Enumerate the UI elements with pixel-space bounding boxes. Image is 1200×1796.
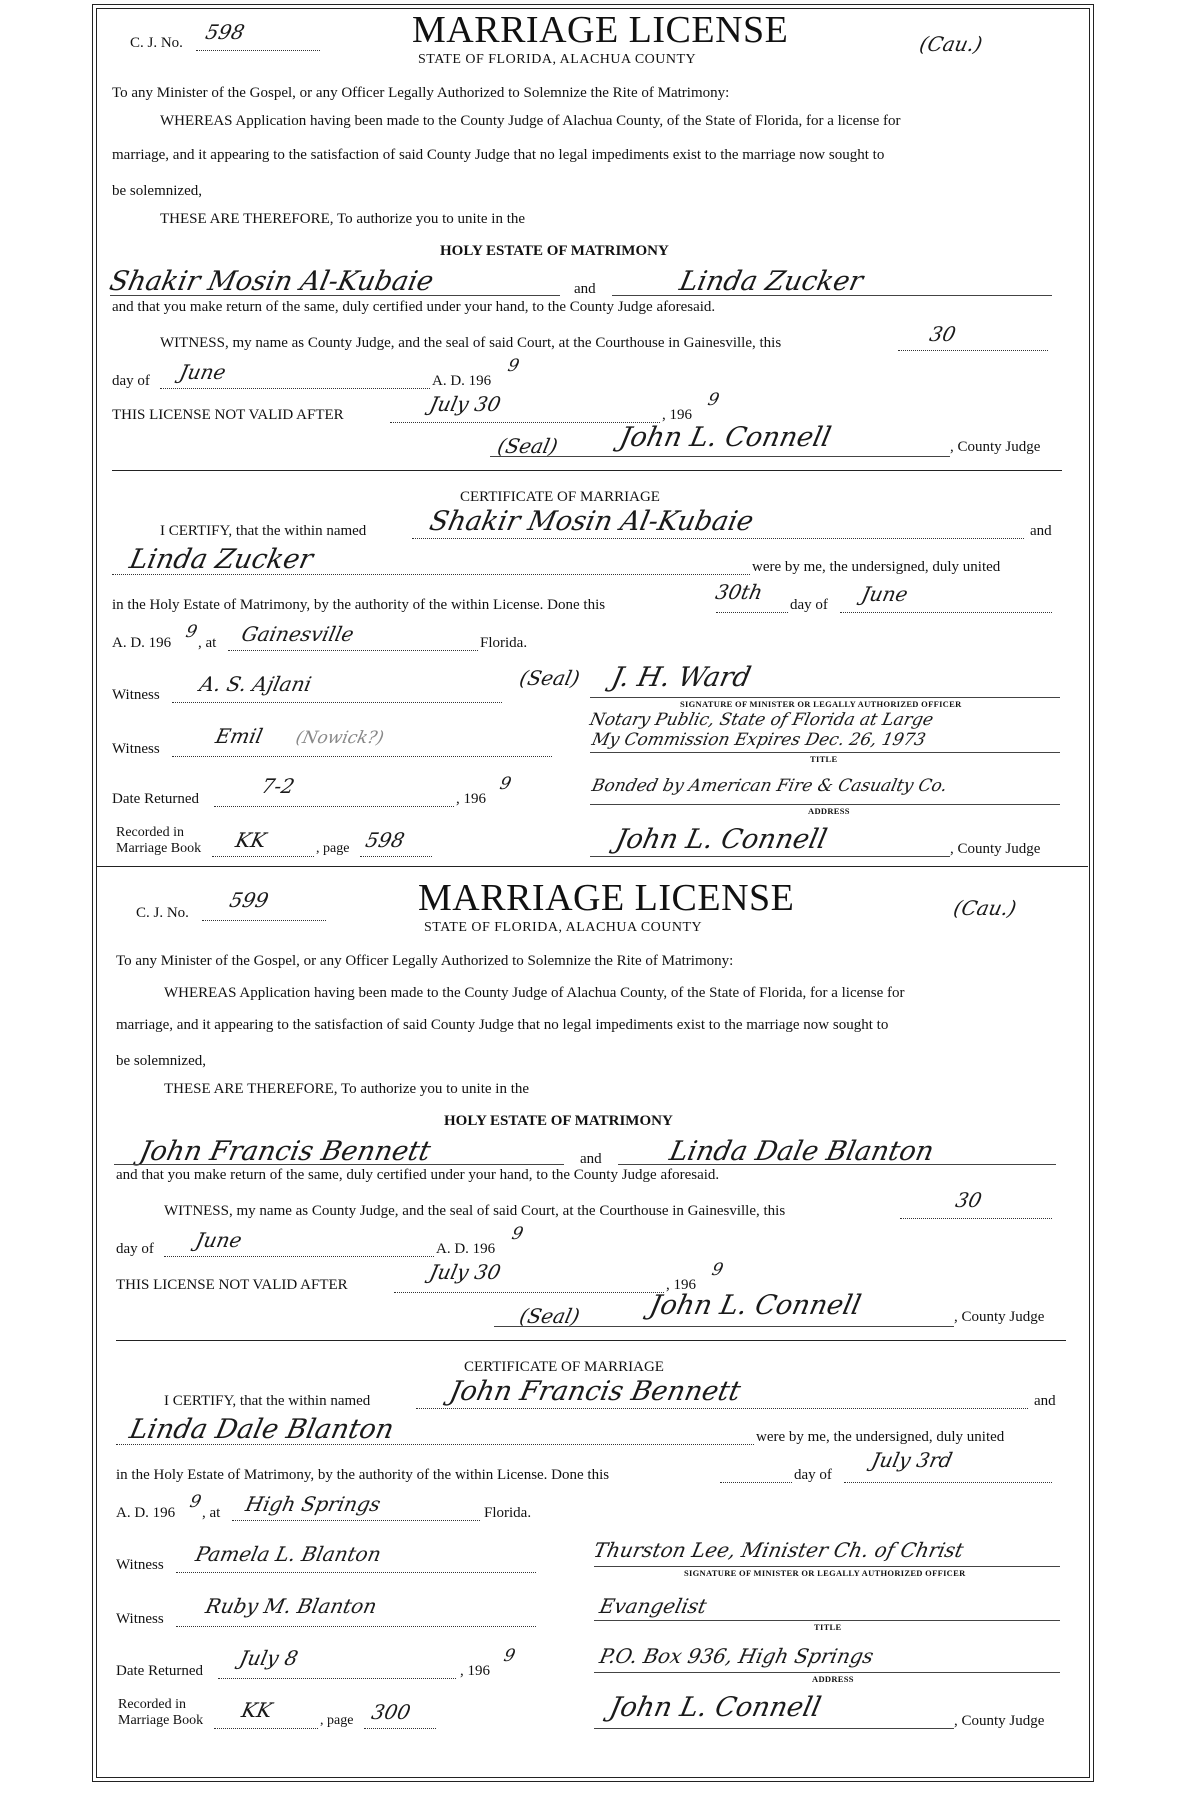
holy-estate-heading: HOLY ESTATE OF MATRIMONY bbox=[440, 243, 669, 259]
witness-1-seal: (Seal) bbox=[517, 666, 583, 690]
ad-label: A. D. 196 bbox=[432, 373, 492, 389]
officer-title: Evangelist bbox=[597, 1594, 709, 1618]
day-no-line bbox=[900, 1218, 1052, 1219]
judge-signature: John L. Connell bbox=[612, 824, 830, 855]
page-number: 300 bbox=[369, 1700, 413, 1724]
officer-signature: Thurston Lee, Minister Ch. of Christ bbox=[591, 1538, 966, 1562]
day-of-label: day of bbox=[116, 1241, 154, 1257]
holy-label: in the Holy Estate of Matrimony, by the authority of the within License. Done this bbox=[112, 597, 606, 613]
cj-no-line bbox=[202, 920, 326, 921]
at-label: , at bbox=[202, 1505, 221, 1521]
bride-name: Linda Zucker bbox=[126, 544, 316, 575]
month: June bbox=[177, 360, 229, 384]
judge-signature-line bbox=[490, 456, 950, 457]
witness-line: WITNESS, my name as County Judge, and the seal of said Court, at the Courthouse in Gainesville, this bbox=[160, 335, 782, 351]
bride-name: Linda Dale Blanton bbox=[666, 1136, 937, 1167]
groom-line bbox=[110, 295, 560, 296]
address-line: To any Minister of the Gospel, or any Officer Legally Authorized to Solemnize the Rite of Matrimony: bbox=[112, 85, 730, 101]
cj-number: 599 bbox=[227, 888, 271, 912]
day-number: 30 bbox=[927, 322, 959, 346]
corner-note: (Cau.) bbox=[951, 896, 1019, 920]
place-line bbox=[232, 1520, 480, 1521]
marriage-book-label: Marriage Book bbox=[118, 1713, 204, 1728]
county-judge-label: , County Judge bbox=[950, 439, 1041, 455]
return-line: and that you make return of the same, duly certified under your hand, to the County Judge aforesaid. bbox=[112, 299, 716, 315]
not-valid-year-digit: 9 bbox=[709, 1260, 726, 1280]
judge-signature: John L. Connell bbox=[646, 1290, 864, 1321]
month: June bbox=[193, 1228, 245, 1252]
address-caption: ADDRESS bbox=[812, 1674, 854, 1684]
recorded-in-label: Recorded in bbox=[118, 1697, 187, 1712]
done-month: July 3rd bbox=[869, 1448, 955, 1472]
title-caption: TITLE bbox=[814, 1622, 842, 1632]
officer-signature-line bbox=[594, 1566, 1060, 1567]
holy-estate-heading: HOLY ESTATE OF MATRIMONY bbox=[444, 1113, 673, 1129]
license-subtitle: STATE OF FLORIDA, ALACHUA COUNTY bbox=[418, 52, 697, 67]
florida-label: Florida. bbox=[480, 635, 528, 651]
page-line bbox=[364, 1728, 436, 1729]
judge-signature-line bbox=[494, 1326, 954, 1327]
date-returned-label: Date Returned bbox=[112, 791, 200, 807]
groom-name: Shakir Mosin Al-Kubaie bbox=[106, 266, 437, 297]
page-number: 598 bbox=[363, 828, 407, 852]
license-title: MARRIAGE LICENSE bbox=[412, 9, 789, 51]
groom-name: John Francis Bennett bbox=[136, 1136, 434, 1167]
whereas-line-2: marriage, and it appearing to the satisfaction of said County Judge that no legal impediments exist to the marriage now sought to bbox=[112, 147, 885, 163]
witness-2-signature: Emil bbox=[213, 724, 265, 748]
certificate-title: CERTIFICATE OF MARRIAGE bbox=[464, 1359, 664, 1375]
and-label: and bbox=[1030, 523, 1052, 539]
cj-no-line bbox=[196, 50, 320, 51]
groom-name: John Francis Bennett bbox=[446, 1376, 744, 1407]
officer-caption: SIGNATURE OF MINISTER OR LEGALLY AUTHORIZED OFFICER bbox=[684, 1568, 966, 1578]
county-judge-label: , County Judge bbox=[950, 841, 1041, 857]
officer-caption: SIGNATURE OF MINISTER OR LEGALLY AUTHORIZED OFFICER bbox=[680, 699, 962, 709]
witness-1-signature: A. S. Ajlani bbox=[197, 672, 314, 696]
address-caption: ADDRESS bbox=[808, 806, 850, 816]
county-judge-label: , County Judge bbox=[954, 1309, 1045, 1325]
ad-label: A. D. 196 bbox=[116, 1505, 176, 1521]
bride-name: Linda Dale Blanton bbox=[126, 1414, 397, 1445]
witness-2-label: Witness bbox=[116, 1611, 164, 1627]
done-day: 30th bbox=[713, 580, 765, 604]
and-label: and bbox=[574, 281, 596, 297]
date-returned-line bbox=[218, 1678, 456, 1679]
address: P.O. Box 936, High Springs bbox=[597, 1644, 876, 1668]
address-line bbox=[594, 1672, 1060, 1673]
groom-line bbox=[412, 538, 1024, 539]
were-label: were by me, the undersigned, duly united bbox=[756, 1429, 1005, 1445]
not-valid-date: July 30 bbox=[427, 392, 503, 416]
and-label: and bbox=[580, 1151, 602, 1167]
date-returned-line bbox=[214, 806, 454, 807]
whereas-line-3: be solemnized, bbox=[112, 183, 202, 199]
day-no-line bbox=[898, 350, 1048, 351]
were-label: were by me, the undersigned, duly united bbox=[752, 559, 1001, 575]
done-month-line bbox=[840, 612, 1052, 613]
place: Gainesville bbox=[239, 622, 357, 646]
not-valid-label: THIS LICENSE NOT VALID AFTER bbox=[116, 1277, 348, 1293]
judge-signature-line bbox=[594, 1728, 954, 1729]
officer-title-line bbox=[594, 1620, 1060, 1621]
at-label: , at bbox=[198, 635, 217, 651]
seal-mark: (Seal) bbox=[517, 1304, 583, 1328]
ad-label: A. D. 196 bbox=[436, 1241, 496, 1257]
returned-year-label: , 196 bbox=[460, 1663, 490, 1679]
section-divider bbox=[116, 1340, 1066, 1341]
corner-note: (Cau.) bbox=[917, 32, 985, 56]
marriage-book-label: Marriage Book bbox=[116, 841, 202, 856]
florida-label: Florida. bbox=[484, 1505, 532, 1521]
whereas-line-2: marriage, and it appearing to the satisfaction of said County Judge that no legal impediments exist to the marriage now sought to bbox=[116, 1017, 889, 1033]
ad-digit: 9 bbox=[183, 622, 200, 642]
month-line bbox=[160, 388, 430, 389]
cj-label: C. J. No. bbox=[136, 905, 189, 921]
book-line bbox=[212, 856, 314, 857]
page-split-line bbox=[96, 866, 1088, 867]
returned-year-digit: 9 bbox=[501, 1646, 518, 1666]
day-of-label: day of bbox=[112, 373, 150, 389]
done-day-line bbox=[720, 1482, 792, 1483]
groom-line bbox=[114, 1164, 564, 1165]
page-label: , page bbox=[320, 1713, 354, 1728]
license-subtitle: STATE OF FLORIDA, ALACHUA COUNTY bbox=[424, 920, 703, 935]
whereas-line-1: WHEREAS Application having been made to the County Judge of Alachua County, of the State of Florida, for a license for bbox=[164, 985, 905, 1001]
witness-1-label: Witness bbox=[116, 1557, 164, 1573]
day-of-label: day of bbox=[790, 597, 828, 613]
officer-title-line bbox=[590, 752, 1060, 753]
book: KK bbox=[233, 828, 269, 852]
year-digit: 9 bbox=[509, 1224, 526, 1244]
witness-2-line bbox=[176, 1626, 536, 1627]
therefore-line: THESE ARE THEREFORE, To authorize you to unite in the bbox=[160, 211, 526, 227]
groom-name: Shakir Mosin Al-Kubaie bbox=[426, 506, 757, 537]
witness-1-label: Witness bbox=[112, 687, 160, 703]
address-line bbox=[590, 804, 1060, 805]
witness-1-line bbox=[176, 1572, 536, 1573]
address-line: To any Minister of the Gospel, or any Officer Legally Authorized to Solemnize the Rite of Matrimony: bbox=[116, 953, 734, 969]
day-number: 30 bbox=[953, 1188, 985, 1212]
bride-line bbox=[618, 1164, 1056, 1165]
date-returned: 7-2 bbox=[259, 774, 297, 798]
returned-year-label: , 196 bbox=[456, 791, 486, 807]
not-valid-year-digit: 9 bbox=[705, 390, 722, 410]
witness-line: WITNESS, my name as County Judge, and the seal of said Court, at the Courthouse in Gainesville, this bbox=[164, 1203, 786, 1219]
witness-1-signature: Pamela L. Blanton bbox=[193, 1542, 384, 1566]
bride-line bbox=[612, 295, 1052, 296]
day-of-label: day of bbox=[794, 1467, 832, 1483]
ad-label: A. D. 196 bbox=[112, 635, 172, 651]
witness-2-line bbox=[172, 756, 552, 757]
judge-signature: John L. Connell bbox=[606, 1692, 824, 1723]
groom-line bbox=[416, 1408, 1028, 1409]
not-valid-label: THIS LICENSE NOT VALID AFTER bbox=[112, 407, 344, 423]
witness-2-note: (Nowick?) bbox=[293, 728, 386, 748]
page-line bbox=[360, 856, 432, 857]
officer-title-2: My Commission Expires Dec. 26, 1973 bbox=[589, 730, 928, 750]
book-line bbox=[214, 1728, 318, 1729]
done-month: June bbox=[859, 582, 911, 606]
return-line: and that you make return of the same, duly certified under your hand, to the County Judge aforesaid. bbox=[116, 1167, 720, 1183]
officer-title-1: Notary Public, State of Florida at Large bbox=[587, 710, 936, 730]
not-valid-date-line bbox=[394, 1292, 664, 1293]
section-divider bbox=[112, 470, 1062, 471]
witness-1-line bbox=[172, 702, 502, 703]
license-title: MARRIAGE LICENSE bbox=[418, 877, 795, 919]
witness-2-signature: Ruby M. Blanton bbox=[203, 1594, 380, 1618]
ad-digit: 9 bbox=[187, 1492, 204, 1512]
witness-2-label: Witness bbox=[112, 741, 160, 757]
whereas-line-1: WHEREAS Application having been made to the County Judge of Alachua County, of the State of Florida, for a license for bbox=[160, 113, 901, 129]
returned-year-digit: 9 bbox=[497, 774, 514, 794]
county-judge-label: , County Judge bbox=[954, 1713, 1045, 1729]
done-month-line bbox=[844, 1482, 1052, 1483]
judge-signature-line bbox=[590, 856, 950, 857]
therefore-line: THESE ARE THEREFORE, To authorize you to unite in the bbox=[164, 1081, 530, 1097]
year-digit: 9 bbox=[505, 356, 522, 376]
officer-signature: J. H. Ward bbox=[608, 662, 754, 693]
bride-name: Linda Zucker bbox=[676, 266, 866, 297]
certify-label: I CERTIFY, that the within named bbox=[160, 523, 367, 539]
certificate-title: CERTIFICATE OF MARRIAGE bbox=[460, 489, 660, 505]
recorded-in-label: Recorded in bbox=[116, 825, 185, 840]
address: Bonded by American Fire & Casualty Co. bbox=[589, 776, 949, 796]
date-returned: July 8 bbox=[237, 1646, 301, 1670]
judge-signature: John L. Connell bbox=[616, 422, 834, 453]
holy-label: in the Holy Estate of Matrimony, by the authority of the within License. Done this bbox=[116, 1467, 610, 1483]
not-valid-year-label: , 196 bbox=[662, 407, 692, 423]
and-label: and bbox=[1034, 1393, 1056, 1409]
seal-mark: (Seal) bbox=[495, 434, 561, 458]
not-valid-year-label: , 196 bbox=[666, 1277, 696, 1293]
whereas-line-3: be solemnized, bbox=[116, 1053, 206, 1069]
cj-label: C. J. No. bbox=[130, 35, 183, 51]
certify-label: I CERTIFY, that the within named bbox=[164, 1393, 371, 1409]
place: High Springs bbox=[243, 1492, 383, 1516]
book: KK bbox=[239, 1698, 275, 1722]
month-line bbox=[164, 1256, 434, 1257]
not-valid-date: July 30 bbox=[427, 1260, 503, 1284]
place-line bbox=[228, 650, 478, 651]
date-returned-label: Date Returned bbox=[116, 1663, 204, 1679]
page-label: , page bbox=[316, 841, 350, 856]
cj-number: 598 bbox=[203, 20, 247, 44]
title-caption: TITLE bbox=[810, 754, 838, 764]
not-valid-date-line bbox=[390, 422, 660, 423]
officer-signature-line bbox=[590, 697, 1060, 698]
done-day-line bbox=[716, 612, 788, 613]
